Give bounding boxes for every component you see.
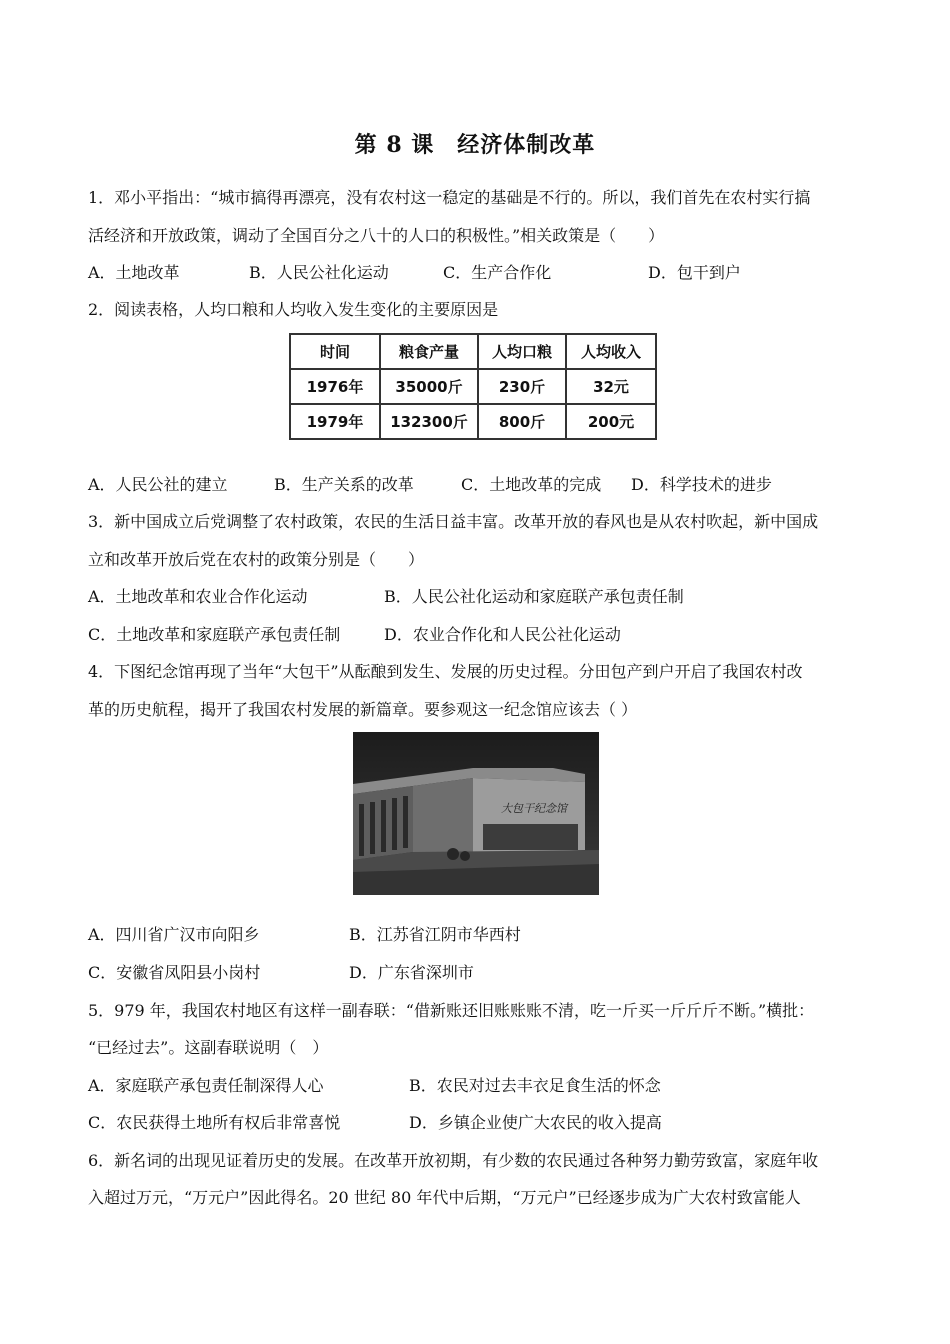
q3-option-c[interactable]: C．土地改革和家庭联产承包责任制 xyxy=(88,625,341,644)
table-header-cell: 人均口粮 xyxy=(478,334,566,369)
q3-stem-line1: 3．新中国成立后党调整了农村政策，农民的生活日益丰富。改革开放的春风也是从农村吹起，新中国成 xyxy=(88,512,819,531)
q5-stem-line1: 5．979 年，我国农村地区有这样一副春联：“借新账还旧账账账不清，吃一斤买一斤斤斤不断。”横批： xyxy=(88,1001,815,1020)
memorial-hall-photo xyxy=(353,732,599,895)
q3-option-b[interactable]: B．人民公社化运动和家庭联产承包责任制 xyxy=(384,587,684,606)
page-title: 第 8 课 经济体制改革 xyxy=(354,132,596,158)
q1-option-d[interactable]: D．包干到户 xyxy=(648,263,741,282)
q4-option-d[interactable]: D．广东省深圳市 xyxy=(349,963,474,982)
table-cell: 1976年 xyxy=(290,369,380,404)
q5-option-c[interactable]: C．农民获得土地所有权后非常喜悦 xyxy=(88,1113,341,1132)
q3-option-d[interactable]: D．农业合作化和人民公社化运动 xyxy=(384,625,621,644)
table-header-row xyxy=(290,334,656,369)
grain-income-table xyxy=(289,333,657,440)
q4-option-a[interactable]: A．四川省广汉市向阳乡 xyxy=(88,925,260,944)
q5-option-b[interactable]: B．农民对过去丰衣足食生活的怀念 xyxy=(409,1076,661,1095)
table-header-cell: 时间 xyxy=(290,334,380,369)
memorial-sign-text: 大包干纪念馆 xyxy=(501,802,567,815)
q4-stem-line2: 革的历史航程，揭开了我国农村发展的新篇章。要参观这一纪念馆应该去（ ） xyxy=(88,700,638,719)
q1-option-a[interactable]: A．土地改革 xyxy=(88,263,180,282)
q3-option-a[interactable]: A．土地改革和农业合作化运动 xyxy=(88,587,308,606)
q2-option-b[interactable]: B．生产关系的改革 xyxy=(274,475,414,494)
table-row xyxy=(290,404,656,439)
table-cell: 32元 xyxy=(566,369,656,404)
table-row xyxy=(290,369,656,404)
q2-option-d[interactable]: D．科学技术的进步 xyxy=(631,475,772,494)
table-cell: 1979年 xyxy=(290,404,380,439)
q4-stem-line1: 4．下图纪念馆再现了当年“大包干”从酝酿到发生、发展的历史过程。分田包产到户开启了我国农村改 xyxy=(88,662,803,681)
q2-stem: 2．阅读表格，人均口粮和人均收入发生变化的主要原因是 xyxy=(88,300,499,319)
q5-option-d[interactable]: D．乡镇企业使广大农民的收入提高 xyxy=(409,1113,662,1132)
q1-option-c[interactable]: C．生产合作化 xyxy=(443,263,552,282)
table-cell: 800斤 xyxy=(478,404,566,439)
table-header-cell: 人均收入 xyxy=(566,334,656,369)
q3-stem-line2: 立和改革开放后党在农村的政策分别是（ ） xyxy=(88,550,425,569)
table-cell: 35000斤 xyxy=(380,369,478,404)
q1-stem-line2: 活经济和开放政策，调动了全国百分之八十的人口的积极性。”相关政策是（ ） xyxy=(88,226,665,245)
q4-option-b[interactable]: B．江苏省江阴市华西村 xyxy=(349,925,521,944)
table-header-cell: 粮食产量 xyxy=(380,334,478,369)
table-cell: 200元 xyxy=(566,404,656,439)
q5-option-a[interactable]: A．家庭联产承包责任制深得人心 xyxy=(88,1076,324,1095)
q6-stem-line1: 6．新名词的出现见证着历史的发展。在改革开放初期，有少数的农民通过各种努力勤劳致富，家庭年收 xyxy=(88,1151,819,1170)
q1-stem-line1: 1．邓小平指出：“城市搞得再漂亮，没有农村这一稳定的基础是不行的。所以，我们首先在农村实行搞 xyxy=(88,188,811,207)
table-cell: 230斤 xyxy=(478,369,566,404)
q1-option-b[interactable]: B．人民公社化运动 xyxy=(249,263,389,282)
table-cell: 132300斤 xyxy=(380,404,478,439)
q6-stem-line2: 入超过万元，“万元户”因此得名。20 世纪 80 年代中后期，“万元户”已经逐步成为广大农村致富能人 xyxy=(88,1188,801,1207)
q4-option-c[interactable]: C．安徽省凤阳县小岗村 xyxy=(88,963,261,982)
q5-stem-line2: “已经过去”。这副春联说明（ ） xyxy=(88,1038,329,1057)
q2-option-c[interactable]: C．土地改革的完成 xyxy=(461,475,602,494)
q2-option-a[interactable]: A．人民公社的建立 xyxy=(88,475,228,494)
